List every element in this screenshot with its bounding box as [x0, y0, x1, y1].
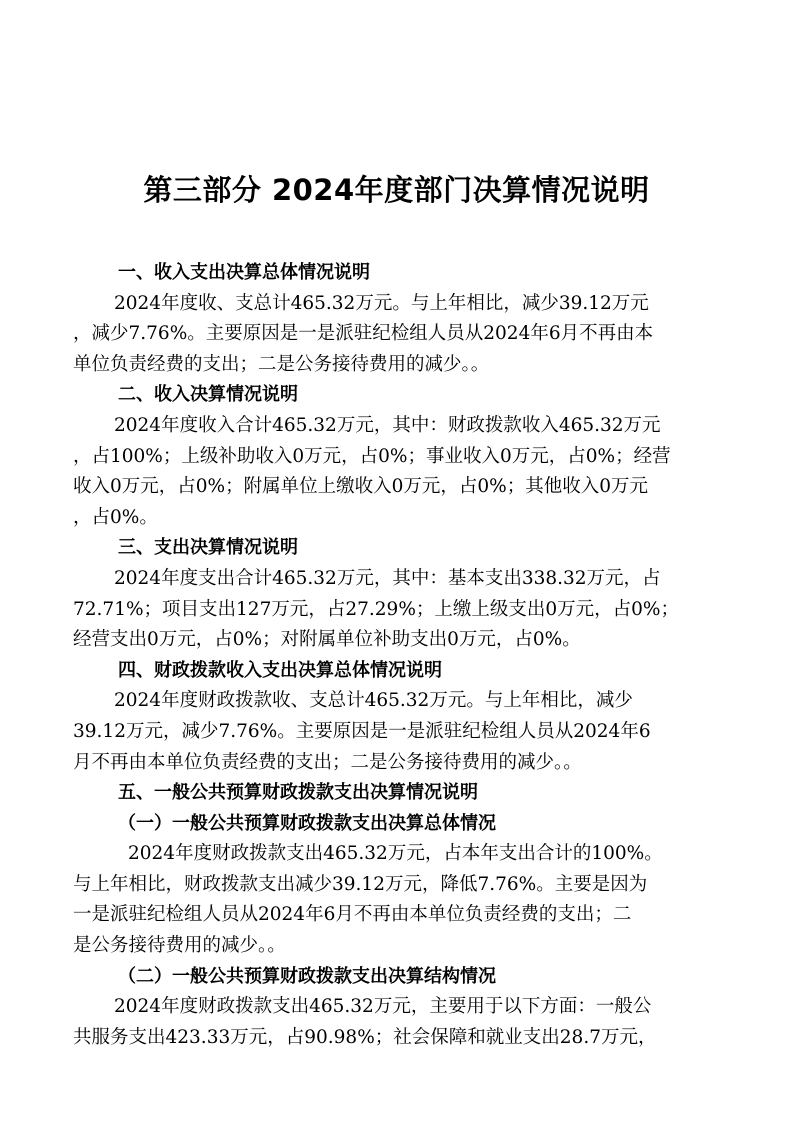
paragraph-line: 72.71%；项目支出127万元，占27.29%；上缴上级支出0万元，占0%； [73, 598, 680, 620]
paragraph-line: 月不再由本单位负责经费的支出；二是公务接待费用的减少。。 [73, 751, 582, 773]
section-heading-4: 四、财政拨款收入支出决算总体情况说明 [118, 659, 442, 681]
paragraph-line: 共服务支出423.33万元，占90.98%；社会保障和就业支出28.7万元， [73, 1026, 657, 1048]
paragraph-line: 2024年度收入合计465.32万元，其中：财政拨款收入465.32万元 [114, 414, 661, 436]
paragraph-line: 2024年度财政拨款支出465.32万元，占本年支出合计的100%。 [128, 843, 663, 865]
subsection-heading-1: （一）一般公共预算财政拨款支出决算总体情况 [118, 812, 496, 834]
paragraph-line: 一是派驻纪检组人员从2024年6月不再由本单位负责经费的支出；二 [73, 904, 632, 926]
paragraph-line: 39.12万元，减少7.76%。主要原因是一是派驻纪检组人员从2024年6 [73, 720, 651, 742]
section-heading-1: 一、收入支出决算总体情况说明 [118, 262, 370, 283]
paragraph-line: 2024年度支出合计465.32万元，其中：基本支出338.32万元，占 [114, 567, 661, 589]
section-heading-2: 二、收入决算情况说明 [118, 384, 298, 406]
paragraph-line: ，占0%。 [73, 506, 158, 528]
paragraph-line: 2024年度财政拨款收、支总计465.32万元。与上年相比，减少 [114, 690, 633, 712]
document-body [73, 258, 713, 1053]
paragraph-line: ，占100%；上级补助收入0万元，占0%；事业收入0万元，占0%；经营 [73, 445, 671, 467]
section-heading-5: 五、一般公共预算财政拨款支出决算情况说明 [118, 782, 478, 804]
section-heading-3: 三、支出决算情况说明 [118, 537, 298, 559]
paragraph-line: 2024年度财政拨款支出465.32万元，主要用于以下方面：一般公 [114, 996, 652, 1018]
paragraph-line: 收入0万元，占0%；附属单位上缴收入0万元，占0%；其他收入0万元 [73, 476, 649, 498]
paragraph-line: ，减少7.76%。主要原因是一是派驻纪检组人员从2024年6月不再由本 [73, 323, 654, 345]
paragraph-line: 是公务接待费用的减少。。 [73, 935, 286, 957]
paragraph-line: 单位负责经费的支出；二是公务接待费用的减少。。 [73, 353, 490, 375]
paragraph-line: 2024年度收、支总计465.32万元。与上年相比，减少39.12万元 [114, 292, 649, 314]
paragraph-line: 经营支出0万元，占0%；对附属单位补助支出0万元，占0%。 [73, 629, 581, 651]
subsection-heading-2: （二）一般公共预算财政拨款支出决算结构情况 [118, 965, 496, 987]
page-title: 第三部分 2024年度部门决算情况说明 [143, 173, 650, 207]
paragraph-line: 与上年相比，财政拨款支出减少39.12万元，降低7.76%。主要是因为 [73, 873, 648, 895]
